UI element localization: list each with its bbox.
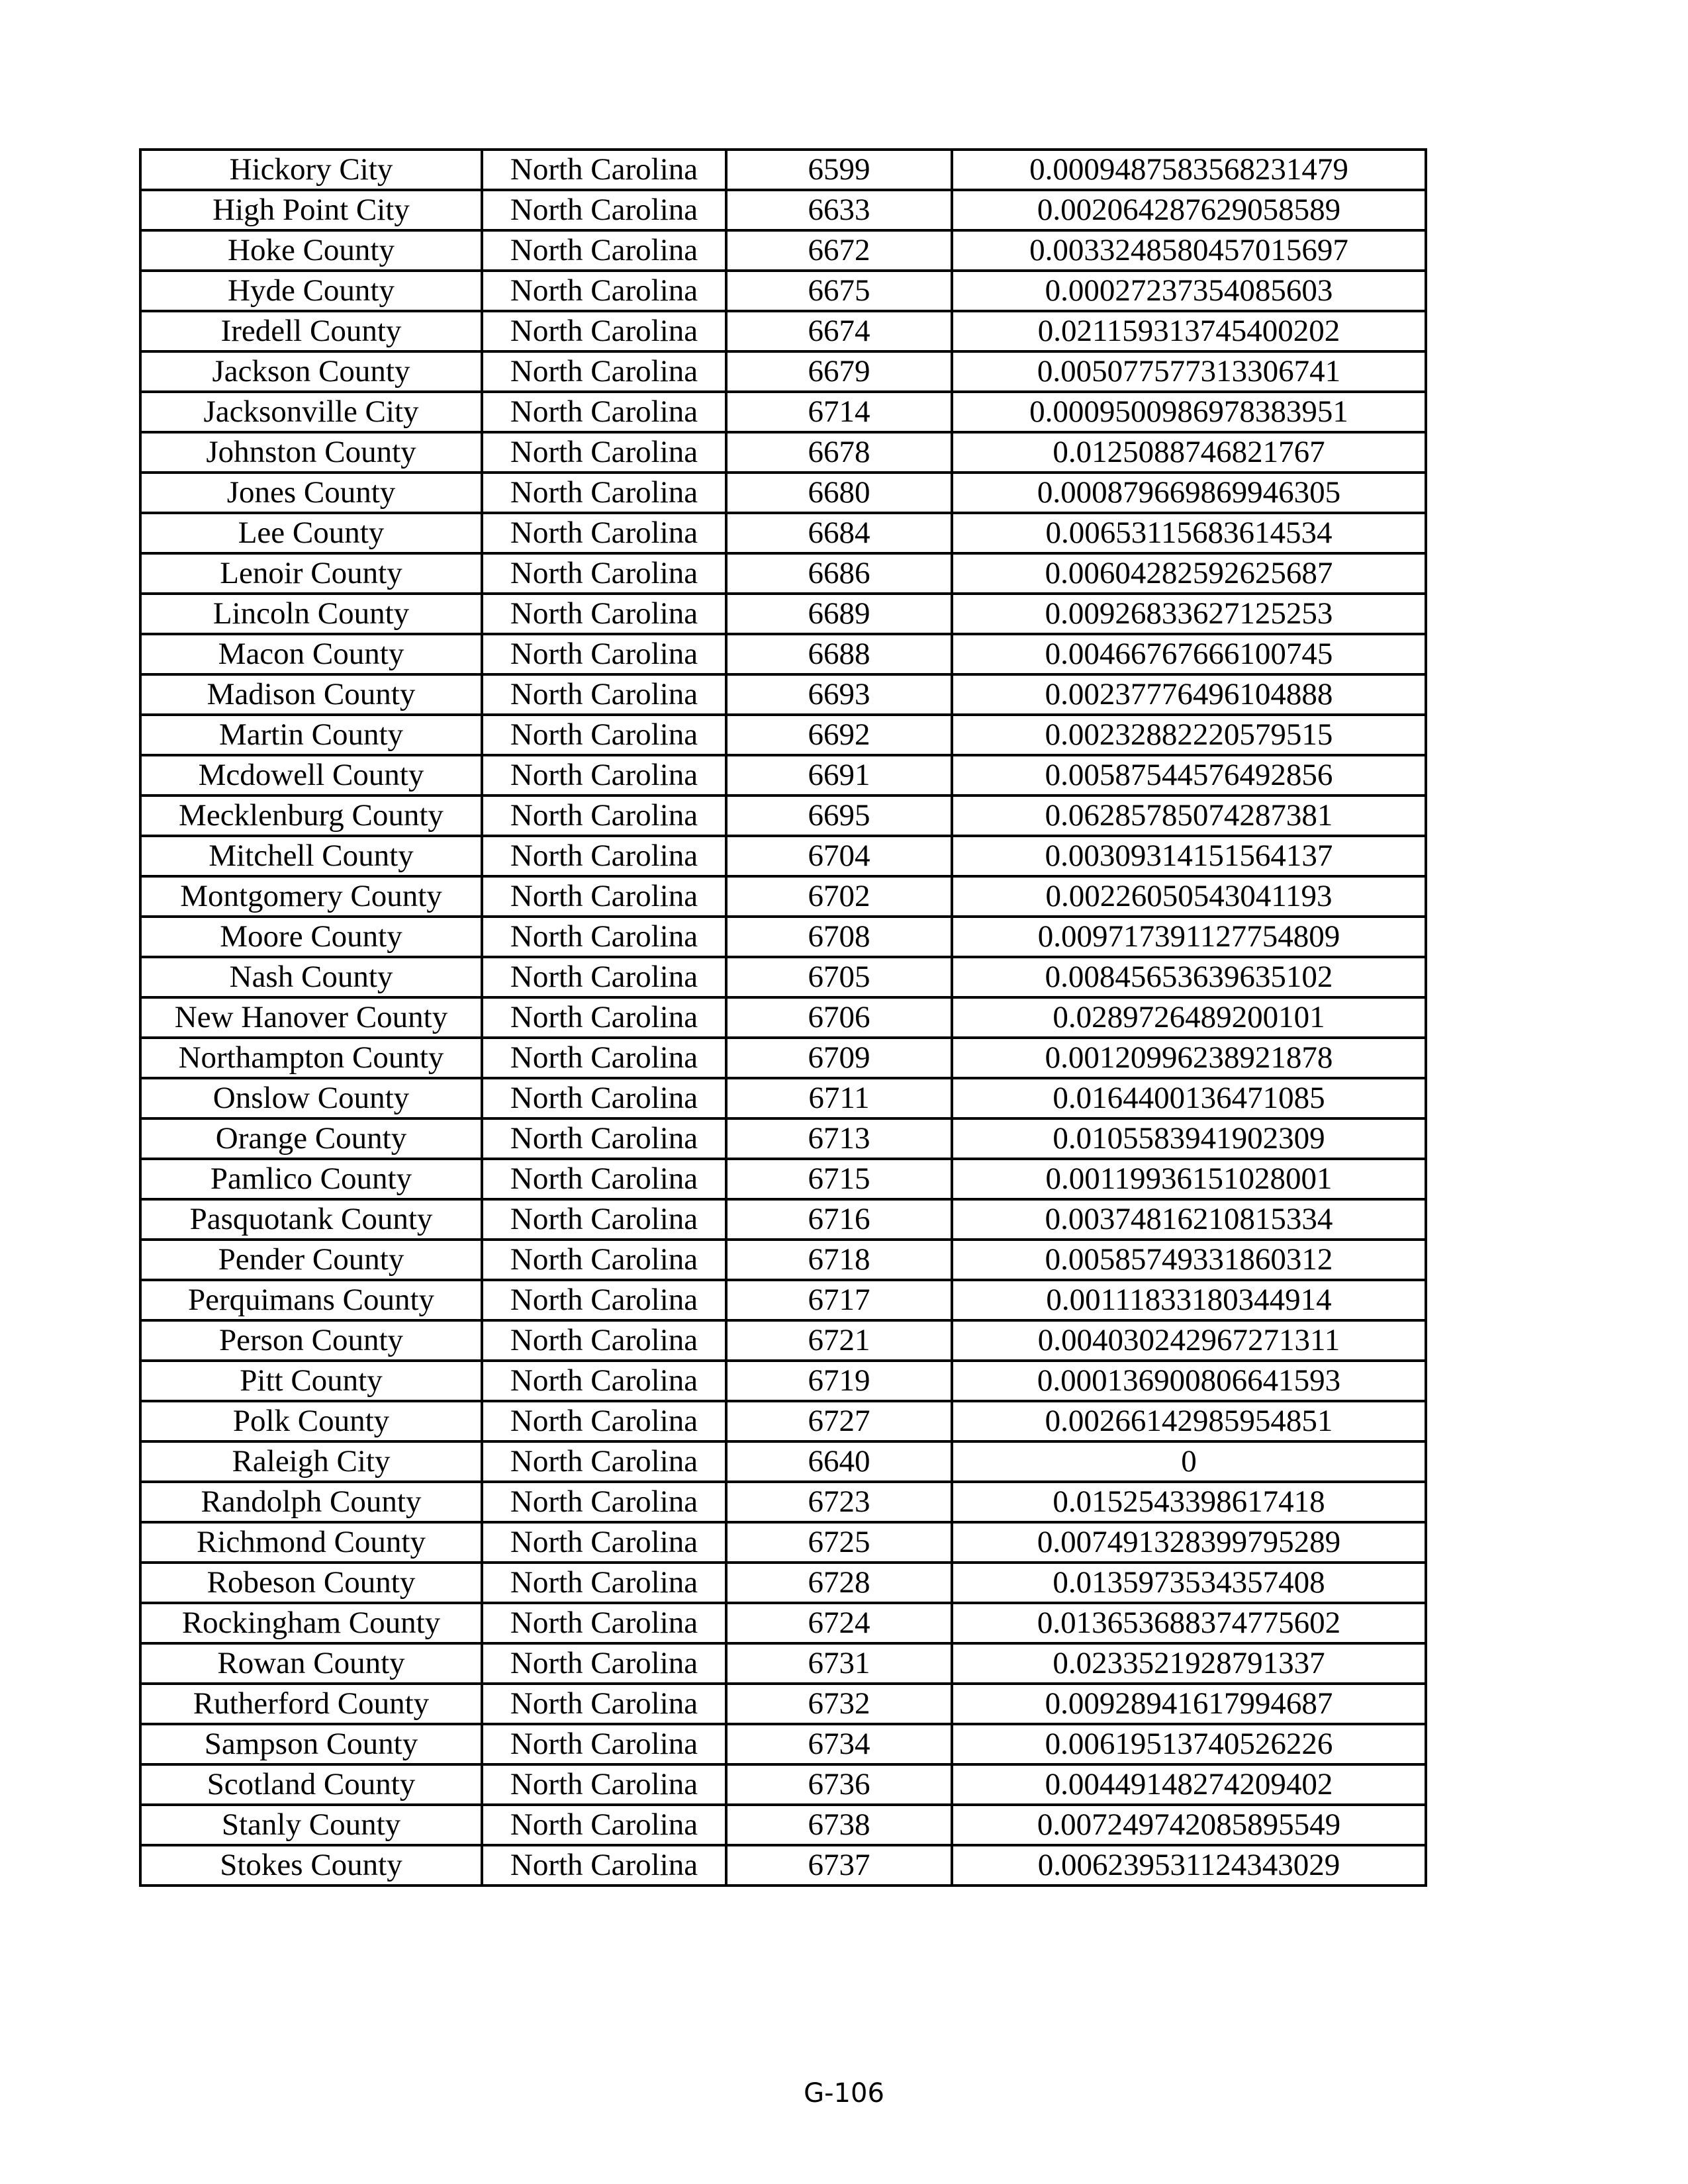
jurisdiction-cell: New Hanover County (140, 997, 482, 1038)
jurisdiction-cell: Jacksonville City (140, 392, 482, 432)
value-cell: 0.06285785074287381 (952, 796, 1426, 836)
state-cell: North Carolina (482, 1118, 726, 1159)
jurisdiction-cell: Rowan County (140, 1643, 482, 1684)
value-cell: 0.0289726489200101 (952, 997, 1426, 1038)
jurisdiction-cell: Madison County (140, 674, 482, 715)
table-row (140, 1401, 1426, 1441)
code-cell: 6732 (726, 1684, 952, 1724)
table-row (140, 1078, 1426, 1118)
jurisdiction-cell: Onslow County (140, 1078, 482, 1118)
state-cell: North Carolina (482, 594, 726, 634)
table-row (140, 1482, 1426, 1522)
value-cell: 0.0009487583568231479 (952, 150, 1426, 190)
code-cell: 6640 (726, 1441, 952, 1482)
jurisdiction-cell: High Point City (140, 190, 482, 230)
table-row (140, 1280, 1426, 1320)
value-cell: 0.000879669869946305 (952, 473, 1426, 513)
table-row (140, 1361, 1426, 1401)
value-cell: 0.021159313745400202 (952, 311, 1426, 351)
value-cell: 0.00845653639635102 (952, 957, 1426, 997)
code-cell: 6736 (726, 1764, 952, 1805)
code-cell: 6693 (726, 674, 952, 715)
state-cell: North Carolina (482, 392, 726, 432)
state-cell: North Carolina (482, 917, 726, 957)
state-cell: North Carolina (482, 271, 726, 311)
jurisdiction-cell: Mitchell County (140, 836, 482, 876)
value-cell: 0.00266142985954851 (952, 1401, 1426, 1441)
jurisdiction-cell: Orange County (140, 1118, 482, 1159)
table-row (140, 1563, 1426, 1603)
state-cell: North Carolina (482, 1280, 726, 1320)
code-cell: 6674 (726, 311, 952, 351)
value-cell: 0.006239531124343029 (952, 1845, 1426, 1886)
table-row (140, 190, 1426, 230)
table-row (140, 674, 1426, 715)
jurisdiction-cell: Martin County (140, 715, 482, 755)
code-cell: 6689 (726, 594, 952, 634)
jurisdiction-cell: Pitt County (140, 1361, 482, 1401)
jurisdiction-cell: Moore County (140, 917, 482, 957)
state-cell: North Carolina (482, 796, 726, 836)
state-cell: North Carolina (482, 1401, 726, 1441)
jurisdiction-cell: Polk County (140, 1401, 482, 1441)
state-cell: North Carolina (482, 876, 726, 917)
code-cell: 6713 (726, 1118, 952, 1159)
jurisdiction-cell: Lincoln County (140, 594, 482, 634)
value-cell: 0.0105583941902309 (952, 1118, 1426, 1159)
jurisdiction-cell: Pasquotank County (140, 1199, 482, 1240)
table-row (140, 1684, 1426, 1724)
jurisdiction-cell: Iredell County (140, 311, 482, 351)
code-cell: 6734 (726, 1724, 952, 1764)
value-cell: 0.00226050543041193 (952, 876, 1426, 917)
state-cell: North Carolina (482, 1240, 726, 1280)
value-cell: 0.00585749331860312 (952, 1240, 1426, 1280)
code-cell: 6714 (726, 392, 952, 432)
jurisdiction-cell: Johnston County (140, 432, 482, 473)
value-cell: 0.005077577313306741 (952, 351, 1426, 392)
code-cell: 6688 (726, 634, 952, 674)
value-cell: 0.0135973534357408 (952, 1563, 1426, 1603)
code-cell: 6680 (726, 473, 952, 513)
value-cell: 0.009717391127754809 (952, 917, 1426, 957)
code-cell: 6695 (726, 796, 952, 836)
code-cell: 6675 (726, 271, 952, 311)
table-row (140, 230, 1426, 271)
code-cell: 6717 (726, 1280, 952, 1320)
jurisdiction-cell: Macon County (140, 634, 482, 674)
code-cell: 6692 (726, 715, 952, 755)
value-cell: 0.004030242967271311 (952, 1320, 1426, 1361)
table-row (140, 1320, 1426, 1361)
value-cell: 0.00928941617994687 (952, 1684, 1426, 1724)
value-cell: 0.007491328399795289 (952, 1522, 1426, 1563)
table-row (140, 957, 1426, 997)
value-cell: 0.00119936151028001 (952, 1159, 1426, 1199)
jurisdiction-cell: Rutherford County (140, 1684, 482, 1724)
code-cell: 6633 (726, 190, 952, 230)
table-row (140, 1240, 1426, 1280)
state-cell: North Carolina (482, 1805, 726, 1845)
state-cell: North Carolina (482, 1724, 726, 1764)
jurisdiction-cell: Hickory City (140, 150, 482, 190)
table-row (140, 715, 1426, 755)
state-cell: North Carolina (482, 957, 726, 997)
code-cell: 6672 (726, 230, 952, 271)
jurisdiction-cell: Jackson County (140, 351, 482, 392)
table-row (140, 271, 1426, 311)
code-cell: 6719 (726, 1361, 952, 1401)
value-cell: 0.013653688374775602 (952, 1603, 1426, 1643)
state-cell: North Carolina (482, 634, 726, 674)
code-cell: 6716 (726, 1199, 952, 1240)
value-cell: 0.007249742085895549 (952, 1805, 1426, 1845)
value-cell: 0.0125088746821767 (952, 432, 1426, 473)
jurisdiction-cell: Jones County (140, 473, 482, 513)
value-cell: 0.00653115683614534 (952, 513, 1426, 553)
page-number: G-106 (804, 2078, 884, 2109)
table-body (140, 150, 1426, 1886)
jurisdiction-cell: Richmond County (140, 1522, 482, 1563)
code-cell: 6718 (726, 1240, 952, 1280)
state-cell: North Carolina (482, 432, 726, 473)
table-row (140, 1118, 1426, 1159)
table-row (140, 1441, 1426, 1482)
value-cell: 0.002064287629058589 (952, 190, 1426, 230)
table-row (140, 1805, 1426, 1845)
table-row (140, 351, 1426, 392)
code-cell: 6706 (726, 997, 952, 1038)
jurisdiction-cell: Lenoir County (140, 553, 482, 594)
jurisdiction-cell: Person County (140, 1320, 482, 1361)
table-row (140, 1038, 1426, 1078)
jurisdiction-cell: Hoke County (140, 230, 482, 271)
jurisdiction-cell: Sampson County (140, 1724, 482, 1764)
code-cell: 6723 (726, 1482, 952, 1522)
code-cell: 6737 (726, 1845, 952, 1886)
value-cell: 0.0164400136471085 (952, 1078, 1426, 1118)
state-cell: North Carolina (482, 1361, 726, 1401)
table-row (140, 513, 1426, 553)
code-cell: 6738 (726, 1805, 952, 1845)
value-cell: 0.0233521928791337 (952, 1643, 1426, 1684)
jurisdiction-cell: Rockingham County (140, 1603, 482, 1643)
state-cell: North Carolina (482, 473, 726, 513)
value-cell: 0.00232882220579515 (952, 715, 1426, 755)
code-cell: 6684 (726, 513, 952, 553)
table-row (140, 1522, 1426, 1563)
state-cell: North Carolina (482, 1078, 726, 1118)
state-cell: North Carolina (482, 1643, 726, 1684)
jurisdiction-cell: Northampton County (140, 1038, 482, 1078)
jurisdiction-cell: Randolph County (140, 1482, 482, 1522)
value-cell: 0.00466767666100745 (952, 634, 1426, 674)
table-row (140, 150, 1426, 190)
state-cell: North Carolina (482, 351, 726, 392)
state-cell: North Carolina (482, 1441, 726, 1482)
state-cell: North Carolina (482, 513, 726, 553)
code-cell: 6691 (726, 755, 952, 796)
jurisdiction-cell: Lee County (140, 513, 482, 553)
jurisdiction-cell: Stokes County (140, 1845, 482, 1886)
state-cell: North Carolina (482, 1199, 726, 1240)
table-row (140, 634, 1426, 674)
state-cell: North Carolina (482, 150, 726, 190)
value-cell: 0.000136900806641593 (952, 1361, 1426, 1401)
state-cell: North Carolina (482, 1764, 726, 1805)
code-cell: 6715 (726, 1159, 952, 1199)
jurisdiction-cell: Pender County (140, 1240, 482, 1280)
state-cell: North Carolina (482, 230, 726, 271)
data-table (139, 148, 1427, 1887)
jurisdiction-cell: Mecklenburg County (140, 796, 482, 836)
state-cell: North Carolina (482, 1482, 726, 1522)
value-cell: 0.00619513740526226 (952, 1724, 1426, 1764)
code-cell: 6679 (726, 351, 952, 392)
state-cell: North Carolina (482, 553, 726, 594)
table-row (140, 796, 1426, 836)
state-cell: North Carolina (482, 715, 726, 755)
code-cell: 6727 (726, 1401, 952, 1441)
table-row (140, 432, 1426, 473)
code-cell: 6724 (726, 1603, 952, 1643)
state-cell: North Carolina (482, 1038, 726, 1078)
state-cell: North Carolina (482, 1603, 726, 1643)
code-cell: 6704 (726, 836, 952, 876)
value-cell: 0.0033248580457015697 (952, 230, 1426, 271)
state-cell: North Carolina (482, 1159, 726, 1199)
state-cell: North Carolina (482, 311, 726, 351)
jurisdiction-cell: Mcdowell County (140, 755, 482, 796)
jurisdiction-cell: Robeson County (140, 1563, 482, 1603)
state-cell: North Carolina (482, 1684, 726, 1724)
jurisdiction-cell: Raleigh City (140, 1441, 482, 1482)
value-cell: 0 (952, 1441, 1426, 1482)
table-row (140, 1603, 1426, 1643)
value-cell: 0.00449148274209402 (952, 1764, 1426, 1805)
table-row (140, 1199, 1426, 1240)
jurisdiction-cell: Montgomery County (140, 876, 482, 917)
value-cell: 0.00027237354085603 (952, 271, 1426, 311)
jurisdiction-cell: Nash County (140, 957, 482, 997)
value-cell: 0.0152543398617418 (952, 1482, 1426, 1522)
code-cell: 6705 (726, 957, 952, 997)
jurisdiction-cell: Scotland County (140, 1764, 482, 1805)
state-cell: North Carolina (482, 1320, 726, 1361)
value-cell: 0.00120996238921878 (952, 1038, 1426, 1078)
table-row (140, 392, 1426, 432)
table-row (140, 1764, 1426, 1805)
value-cell: 0.00111833180344914 (952, 1280, 1426, 1320)
table-row (140, 1643, 1426, 1684)
table-row (140, 553, 1426, 594)
value-cell: 0.00309314151564137 (952, 836, 1426, 876)
state-cell: North Carolina (482, 1845, 726, 1886)
state-cell: North Carolina (482, 190, 726, 230)
value-cell: 0.00587544576492856 (952, 755, 1426, 796)
code-cell: 6725 (726, 1522, 952, 1563)
table-row (140, 917, 1426, 957)
code-cell: 6599 (726, 150, 952, 190)
value-cell: 0.00926833627125253 (952, 594, 1426, 634)
table-row (140, 997, 1426, 1038)
code-cell: 6708 (726, 917, 952, 957)
code-cell: 6702 (726, 876, 952, 917)
state-cell: North Carolina (482, 836, 726, 876)
state-cell: North Carolina (482, 674, 726, 715)
value-cell: 0.00237776496104888 (952, 674, 1426, 715)
code-cell: 6709 (726, 1038, 952, 1078)
table-row (140, 1845, 1426, 1886)
value-cell: 0.0009500986978383951 (952, 392, 1426, 432)
code-cell: 6728 (726, 1563, 952, 1603)
code-cell: 6686 (726, 553, 952, 594)
value-cell: 0.00374816210815334 (952, 1199, 1426, 1240)
state-cell: North Carolina (482, 1563, 726, 1603)
value-cell: 0.00604282592625687 (952, 553, 1426, 594)
code-cell: 6678 (726, 432, 952, 473)
code-cell: 6731 (726, 1643, 952, 1684)
table-row (140, 311, 1426, 351)
state-cell: North Carolina (482, 1522, 726, 1563)
jurisdiction-cell: Perquimans County (140, 1280, 482, 1320)
table-row (140, 876, 1426, 917)
state-cell: North Carolina (482, 997, 726, 1038)
jurisdiction-cell: Pamlico County (140, 1159, 482, 1199)
table-row (140, 1724, 1426, 1764)
table-row (140, 836, 1426, 876)
table-row (140, 1159, 1426, 1199)
table-row (140, 755, 1426, 796)
table-row (140, 594, 1426, 634)
code-cell: 6711 (726, 1078, 952, 1118)
code-cell: 6721 (726, 1320, 952, 1361)
state-cell: North Carolina (482, 755, 726, 796)
jurisdiction-cell: Stanly County (140, 1805, 482, 1845)
table-row (140, 473, 1426, 513)
jurisdiction-cell: Hyde County (140, 271, 482, 311)
